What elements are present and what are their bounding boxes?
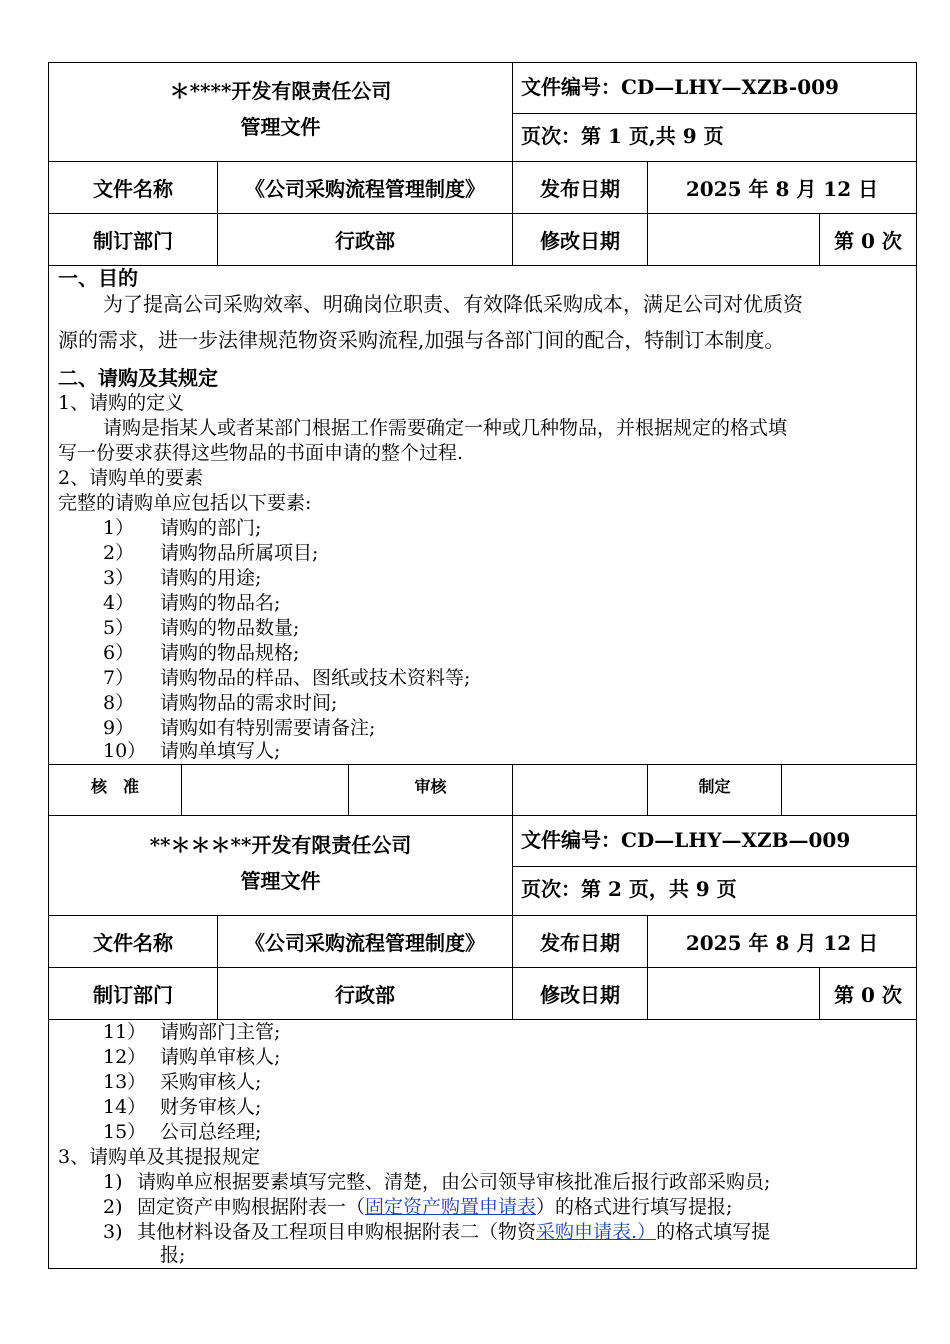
list-item-num: 12）	[103, 1046, 147, 1068]
department-value-p2: 行政部	[335, 983, 395, 1007]
list-item-num: 5）	[103, 617, 135, 639]
revise-date-value-p2	[648, 968, 819, 1019]
label-revise-date: 修改日期	[540, 229, 620, 253]
publish-date-value: 2025 年 8 月 12 日	[685, 177, 879, 201]
list-item: 请购的物品名;	[160, 592, 281, 614]
rule-text: 其他材料设备及工程项目申购根据附表二（物资采购申请表.）的格式填写提	[137, 1221, 771, 1243]
list-item: 请购物品所属项目;	[160, 542, 319, 564]
fixed-asset-form-link[interactable]: 固定资产购置申请表	[365, 1196, 537, 1218]
approve-label: 核 准	[90, 776, 139, 796]
file-name-value: 《公司采购流程管理制度》	[245, 177, 485, 201]
list-item: 请购的用途;	[160, 567, 262, 589]
rule-text: 固定资产申购根据附表一（固定资产购置申请表）的格式进行填写提报;	[137, 1196, 733, 1218]
company-name-p2: **＊＊＊**开发有限责任公司	[149, 832, 412, 857]
list-item-num: 6）	[103, 642, 135, 664]
file-name-value-p2: 《公司采购流程管理制度》	[245, 931, 485, 955]
list-item: 公司总经理;	[160, 1121, 262, 1143]
rule-text-continued: 报;	[160, 1244, 186, 1266]
definition-line1: 请购是指某人或者某部门根据工作需要确定一种或几种物品，并根据规定的格式填	[103, 417, 788, 439]
list-item: 请购如有特别需要请备注;	[160, 717, 376, 739]
list-item-num: 10）	[103, 740, 147, 762]
list-item: 采购审核人;	[160, 1071, 262, 1093]
section1-para-line2: 源的需求，进一步法律规范物资采购流程,加强与各部门间的配合，特制订本制度。	[58, 328, 785, 352]
list-item: 请购物品的需求时间;	[160, 692, 338, 714]
subsection-2-2: 2、请购单的要素	[58, 467, 204, 489]
doc-type: 管理文件	[240, 114, 321, 139]
list-item-num: 13）	[103, 1071, 147, 1093]
rule-num: 3)	[103, 1221, 123, 1243]
rule-num: 2)	[103, 1196, 123, 1218]
subsection-2-3: 3、请购单及其提报规定	[58, 1146, 261, 1168]
rule-num: 1)	[103, 1171, 123, 1193]
label-publish-date-p2: 发布日期	[540, 931, 620, 955]
revise-date-value	[648, 214, 819, 265]
list-item: 财务审核人;	[160, 1096, 262, 1118]
list-item-num: 2）	[103, 542, 135, 564]
purchase-form-link[interactable]: 采购申请表.）	[536, 1221, 657, 1243]
revision-count-p2: 第 0 次	[834, 983, 902, 1007]
page-info: 页次：第 1 页,共 9 页	[521, 123, 724, 148]
list-item-num: 8）	[103, 692, 135, 714]
file-number-p2: 文件编号：CD—LHY—XZB—009	[521, 827, 851, 852]
list-item-num: 3）	[103, 567, 135, 589]
label-department: 制订部门	[93, 229, 173, 253]
publish-date-value-p2: 2025 年 8 月 12 日	[685, 931, 879, 955]
list-item: 请购单审核人;	[160, 1046, 281, 1068]
elements-intro: 完整的请购单应包括以下要素:	[58, 492, 312, 514]
list-item: 请购部门主管;	[160, 1021, 281, 1043]
list-item: 请购的部门;	[160, 517, 262, 539]
list-item: 请购的物品数量;	[160, 617, 300, 639]
list-item-num: 15）	[103, 1121, 147, 1143]
list-item-num: 7）	[103, 667, 135, 689]
page-info-p2: 页次：第 2 页，共 9 页	[521, 876, 737, 901]
list-item-num: 11）	[103, 1021, 147, 1043]
list-item-num: 9）	[103, 717, 135, 739]
rule-text: 请购单应根据要素填写完整、清楚，由公司领导审核批准后报行政部采购员;	[137, 1171, 771, 1193]
review-label: 审核	[414, 776, 447, 796]
section1-para-line1: 为了提高公司采购效率、明确岗位职责、有效降低采购成本，满足公司对优质资	[103, 292, 803, 316]
section1-title: 一、目的	[58, 266, 138, 290]
list-item-num: 1）	[103, 517, 135, 539]
label-publish-date: 发布日期	[540, 177, 620, 201]
list-item-num: 14）	[103, 1096, 147, 1118]
company-name: ＊****开发有限责任公司	[169, 78, 392, 103]
section2-title: 二、请购及其规定	[58, 366, 218, 390]
prepare-label: 制定	[698, 776, 731, 796]
label-file-name: 文件名称	[93, 177, 173, 201]
list-item: 请购单填写人;	[160, 740, 281, 762]
list-item-num: 4）	[103, 592, 135, 614]
label-department-p2: 制订部门	[93, 983, 173, 1007]
doc-type-p2: 管理文件	[240, 868, 321, 893]
list-item: 请购的物品规格;	[160, 642, 300, 664]
definition-line2: 写一份要求获得这些物品的书面申请的整个过程.	[58, 442, 464, 464]
department-value: 行政部	[335, 229, 395, 253]
file-number: 文件编号：CD—LHY—XZB-009	[521, 74, 839, 99]
label-file-name-p2: 文件名称	[93, 931, 173, 955]
subsection-2-1: 1、请购的定义	[58, 392, 185, 414]
revision-count: 第 0 次	[834, 229, 902, 253]
list-item: 请购物品的样品、图纸或技术资料等;	[160, 667, 471, 689]
label-revise-date-p2: 修改日期	[540, 983, 620, 1007]
